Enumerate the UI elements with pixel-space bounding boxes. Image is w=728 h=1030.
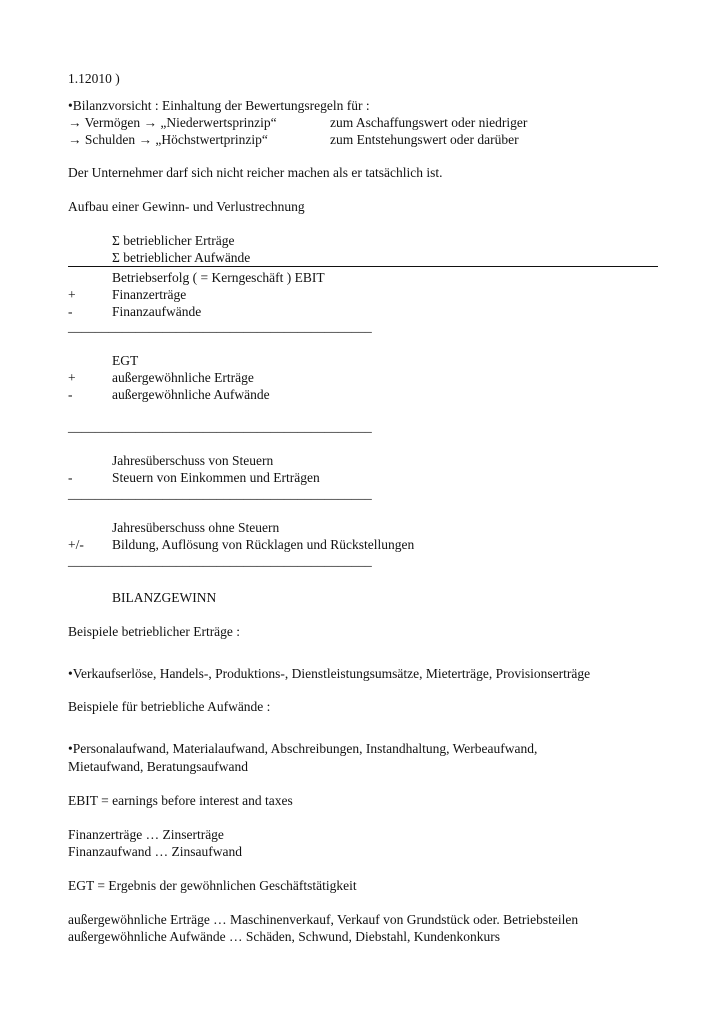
- operator-minus: -: [68, 387, 73, 402]
- row-finanzertraege: Finanzerträge: [112, 287, 187, 302]
- definition-ao-ertraege: außergewöhnliche Erträge … Maschinenverkauf, Verkauf von Grundstück oder. Betriebsteilen: [68, 912, 579, 927]
- row-betriebserfolg: Betriebserfolg ( = Kerngeschäft ) EBIT: [112, 270, 325, 285]
- bilanz-vermoegen-rule: zum Aschaffungswert oder niedriger: [330, 115, 528, 130]
- bilanz-schulden: → Schulden → „Höchstwertprinzip“: [68, 132, 268, 147]
- definition-egt: EGT = Ergebnis der gewöhnlichen Geschäftstätigkeit: [68, 878, 357, 893]
- row-ruecklagen: Bildung, Auflösung von Rücklagen und Rückstellungen: [112, 537, 415, 552]
- definition-ao-aufwaende: außergewöhnliche Aufwände … Schäden, Schwund, Diebstahl, Kundenkonkurs: [68, 929, 501, 944]
- row-steuern: Steuern von Einkommen und Erträgen: [112, 470, 320, 485]
- row-finanzaufwaende: Finanzaufwände: [112, 304, 202, 319]
- row-jahresueberschuss-ohne-steuern: Jahresüberschuss ohne Steuern: [112, 520, 280, 535]
- row-ao-ertraege: außergewöhnliche Erträge: [112, 370, 254, 385]
- row-jahresueberschuss-von-steuern: Jahresüberschuss von Steuern: [112, 453, 274, 468]
- row-betriebliche-ertraege: Σ betrieblicher Erträge: [112, 233, 235, 248]
- operator-plus: +: [68, 370, 76, 385]
- definition-finanzaufwand: Finanzaufwand … Zinsaufwand: [68, 844, 242, 859]
- header-number: 1.12010 ): [68, 71, 120, 86]
- row-bilanzgewinn: BILANZGEWINN: [112, 590, 217, 605]
- underline-rule: _____________________________________________: [68, 419, 372, 434]
- underline-rule: _____________________________________________: [68, 319, 372, 334]
- bilanz-schulden-rule: zum Entstehungswert oder darüber: [330, 132, 519, 147]
- operator-plus: +: [68, 287, 76, 302]
- examples-ertraege-title: Beispiele betrieblicher Erträge :: [68, 624, 241, 639]
- bilanz-intro: •Bilanzvorsicht : Einhaltung der Bewertungsregeln für :: [68, 98, 370, 113]
- section-title-aufbau: Aufbau einer Gewinn- und Verlustrechnung: [68, 199, 305, 214]
- row-ao-aufwaende: außergewöhnliche Aufwände: [112, 387, 270, 402]
- examples-aufwaende-text-1: •Personalaufwand, Materialaufwand, Abschreibungen, Instandhaltung, Werbeaufwand,: [68, 741, 538, 756]
- examples-ertraege-text: •Verkaufserlöse, Handels-, Produktions-, Dienstleistungsumsätze, Mieterträge, Provisionserträge: [68, 666, 591, 681]
- row-betriebliche-aufwaende: Σ betrieblicher Aufwände: [112, 250, 251, 265]
- definition-ebit: EBIT = earnings before interest and taxes: [68, 793, 293, 808]
- bilanz-vermoegen: → Vermögen → „Niederwertsprinzip“: [68, 115, 277, 130]
- underline-rule: _____________________________________________: [68, 553, 372, 568]
- underline-rule: _____________________________________________: [68, 486, 372, 501]
- operator-plus-minus: +/-: [68, 537, 84, 552]
- examples-aufwaende-text-2: Mietaufwand, Beratungsaufwand: [68, 759, 248, 774]
- statement: Der Unternehmer darf sich nicht reicher machen als er tatsächlich ist.: [68, 165, 443, 180]
- operator-minus: -: [68, 470, 73, 485]
- operator-minus: -: [68, 304, 73, 319]
- divider-line: [68, 266, 658, 267]
- row-egt: EGT: [112, 353, 139, 368]
- definition-finanzertraege: Finanzerträge … Zinserträge: [68, 827, 224, 842]
- examples-aufwaende-title: Beispiele für betriebliche Aufwände :: [68, 699, 271, 714]
